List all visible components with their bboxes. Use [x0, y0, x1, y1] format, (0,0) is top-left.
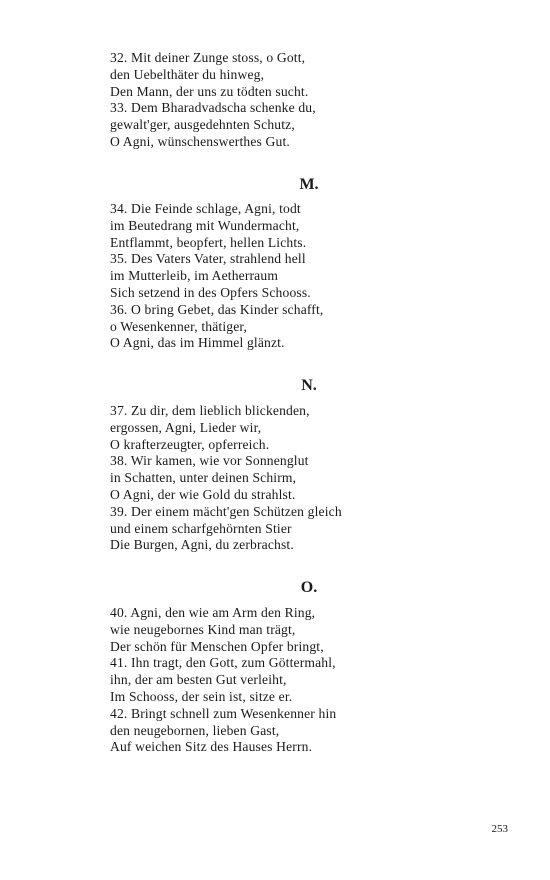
verse-line: Sich setzend in des Opfers Schooss.: [110, 284, 311, 300]
verse-block-40-42: [110, 605, 510, 756]
verse-line: Auf weichen Sitz des Hauses Herrn.: [110, 739, 313, 755]
verse-block-34-36: [110, 201, 510, 352]
verse-line: o Wesenkenner, thätiger,: [110, 318, 248, 334]
verse-line: Der schön für Menschen Opfer bringt,: [110, 638, 324, 654]
verse-line: Die Burgen, Agni, du zerbrachst.: [110, 537, 294, 553]
section-heading-n: N.: [301, 377, 317, 394]
verse-line: O Agni, der wie Gold du strahlst.: [110, 486, 296, 502]
verse-line: den neugebornen, lieben Gast,: [110, 722, 280, 738]
verse-line: 39. Der einem mächt'gen Schützen gleich: [110, 503, 342, 519]
verse-line: O Agni, das im Himmel glänzt.: [110, 335, 285, 351]
verse-line: O Agni, wünschenswerthes Gut.: [110, 133, 290, 149]
verse-line: 35. Des Vaters Vater, strahlend hell: [110, 251, 306, 267]
verse-line: Den Mann, der uns zu tödten sucht.: [110, 83, 309, 99]
verse-line: 33. Dem Bharadvadscha schenke du,: [110, 100, 316, 116]
verse-line: und einem scharfgehörnten Stier: [110, 520, 292, 536]
verse-line: in Schatten, unter deinen Schirm,: [110, 470, 297, 486]
section-heading-m: M.: [299, 176, 319, 193]
verse-line: 32. Mit deiner Zunge stoss, o Gott,: [110, 50, 306, 65]
verse-line: 42. Bringt schnell zum Wesenkenner hin: [110, 705, 337, 721]
verse-line: 34. Die Feinde schlage, Agni, todt: [110, 201, 301, 216]
verse-line: gewalt'ger, ausgedehnten Schutz,: [110, 117, 295, 133]
verse-line: O krafterzeugter, opferreich.: [110, 436, 270, 452]
verse-line: 37. Zu dir, dem lieblich blickenden,: [110, 403, 310, 418]
verse-line: im Beutedrang mit Wundermacht,: [110, 217, 300, 233]
section-heading-o: O.: [300, 579, 318, 596]
verse-line: 41. Ihn tragt, den Gott, zum Göttermahl,: [110, 655, 336, 671]
verse-line: 40. Agni, den wie am Arm den Ring,: [110, 605, 316, 620]
verse-line: wie neugebornes Kind man trägt,: [110, 621, 296, 637]
verse-line: Im Schooss, der sein ist, sitze er.: [110, 688, 293, 704]
verse-line: im Mutterleib, im Aetherraum: [110, 268, 279, 284]
page-number: 253: [491, 823, 508, 835]
verse-line: 36. O bring Gebet, das Kinder schafft,: [110, 301, 324, 317]
verse-line: Entflammt, beopfert, hellen Lichts.: [110, 234, 307, 250]
verse-line: ergossen, Agni, Lieder wir,: [110, 419, 262, 435]
verse-line: den Uebelthäter du hinweg,: [110, 66, 265, 82]
verse-line: 38. Wir kamen, wie vor Sonnenglut: [110, 453, 309, 469]
verse-line: ihn, der am besten Gut verleiht,: [110, 672, 287, 688]
verse-block-32-33: [110, 50, 510, 151]
verse-block-37-39: [110, 403, 510, 554]
